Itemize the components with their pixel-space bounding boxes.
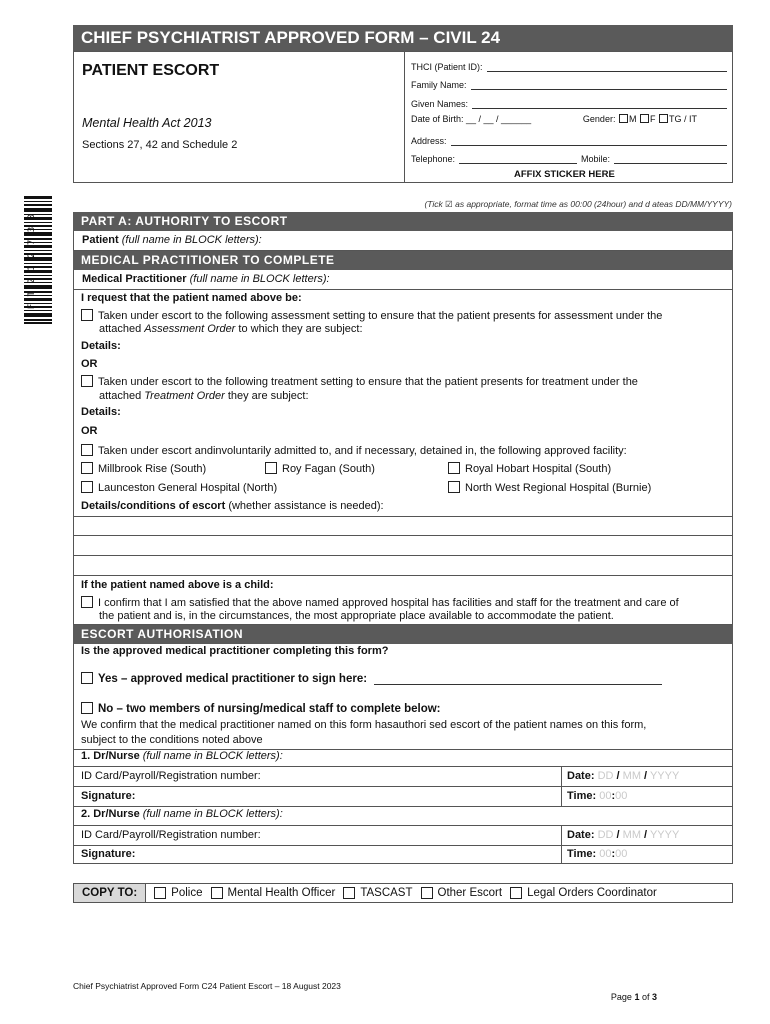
- option-treatment: [73, 375, 733, 388]
- copy-police[interactable]: [154, 887, 202, 899]
- form-title: CHIEF PSYCHIATRIST APPROVED FORM – CIVIL 24: [73, 25, 733, 51]
- tascast-label: TASCAST: [360, 887, 413, 899]
- practitioner-label: Medical Practitioner: [82, 273, 187, 285]
- escort-no: [73, 702, 733, 715]
- gender-m-checkbox[interactable]: [619, 114, 628, 123]
- facility-rhh[interactable]: [448, 462, 611, 475]
- nurse2-date[interactable]: [567, 829, 679, 841]
- confirm-a: We confirm that the medical practitioner named on this form hasauthori sed escort of the patient names on this form,: [81, 719, 647, 731]
- escort-yes: [73, 672, 733, 685]
- time-hh: 00: [599, 790, 612, 802]
- date-slash: /: [616, 770, 620, 782]
- option1-pre: attached: [99, 323, 145, 335]
- date-label: Date:: [567, 829, 595, 841]
- or-2: OR: [81, 425, 98, 437]
- nurse1-time[interactable]: [567, 790, 627, 802]
- or-1: OR: [81, 358, 98, 370]
- copy-mho[interactable]: [211, 887, 336, 899]
- gender-f-label: F: [649, 114, 656, 124]
- patient-name-row[interactable]: [73, 231, 733, 251]
- patient-label: Patient: [82, 234, 119, 246]
- nwrh-checkbox[interactable]: [448, 481, 460, 493]
- nurse2-id[interactable]: ID Card/Payroll/Registration number:: [81, 829, 261, 841]
- option2-post: they are subject:: [224, 390, 309, 402]
- footer-form-ref: Chief Psychiatrist Approved Form C24 Patient Escort – 18 August 2023: [73, 981, 341, 991]
- facility-millbrook[interactable]: [81, 462, 206, 475]
- address-field[interactable]: [411, 132, 727, 146]
- date-dd: DD: [597, 770, 614, 782]
- time-mm: 00: [615, 848, 628, 860]
- time-label: Time:: [567, 848, 597, 860]
- page-pre: Page: [610, 992, 635, 1002]
- date-slash: /: [644, 829, 648, 841]
- family-name-field[interactable]: [411, 76, 727, 90]
- date-slash: /: [616, 829, 620, 841]
- option2-pre: attached: [99, 390, 145, 402]
- date-slash: /: [644, 770, 648, 782]
- nurse2-signature[interactable]: Signature:: [81, 848, 136, 860]
- tascast-checkbox[interactable]: [343, 887, 355, 899]
- mho-checkbox[interactable]: [211, 887, 223, 899]
- page-number: [611, 992, 657, 1002]
- option2-order: Treatment Order: [144, 390, 225, 402]
- roy-fagan-label: Roy Fagan (South): [282, 463, 375, 475]
- yes-label: Yes – approved medical practitioner to sign here:: [98, 673, 368, 685]
- assessment-checkbox[interactable]: [81, 309, 93, 321]
- conditions-line-3[interactable]: [73, 556, 733, 576]
- nwrh-label: North West Regional Hospital (Burnie): [465, 482, 652, 494]
- facility-lgh[interactable]: [81, 481, 277, 494]
- mobile-label: Mobile:: [581, 154, 611, 164]
- given-names-label: Given Names:: [411, 99, 469, 109]
- gender-label: Gender:: [582, 114, 616, 124]
- date-mm: MM: [622, 770, 641, 782]
- nurse1-note: (full name in BLOCK letters):: [142, 750, 283, 762]
- child-heading: If the patient named above is a child:: [81, 579, 274, 591]
- nurse2-note: (full name in BLOCK letters):: [142, 808, 283, 820]
- copy-to-label: COPY TO:: [74, 884, 146, 902]
- copy-to-bar: [73, 883, 733, 903]
- millbrook-checkbox[interactable]: [81, 462, 93, 474]
- police-checkbox[interactable]: [154, 887, 166, 899]
- divider: [73, 806, 733, 807]
- details-2-label[interactable]: Details:: [81, 406, 121, 418]
- option2-text-a: Taken under escort to the following treatment setting to ensure that the patient presents for treatment under the: [98, 376, 638, 388]
- police-label: Police: [171, 887, 203, 899]
- lgh-checkbox[interactable]: [81, 481, 93, 493]
- request-heading: I request that the patient named above be:: [81, 292, 302, 304]
- conditions-line-1[interactable]: [73, 517, 733, 536]
- page-of: of: [639, 992, 652, 1002]
- child-text-a: I confirm that I am satisfied that the above named approved hospital has facilities and staff for the treatment and care of: [98, 597, 679, 609]
- option1-post: to which they are subject:: [235, 323, 363, 335]
- rhh-label: Royal Hobart Hospital (South): [465, 463, 612, 475]
- page-current: 1: [634, 992, 640, 1002]
- practitioner-name-row[interactable]: [73, 270, 733, 290]
- telephone-field[interactable]: [459, 154, 577, 164]
- roy-fagan-checkbox[interactable]: [265, 462, 277, 474]
- mho-label: Mental Health Officer: [227, 887, 336, 899]
- date-yyyy: YYYY: [649, 829, 680, 841]
- dob-gender-row: [411, 114, 727, 124]
- practitioner-note: (full name in BLOCK letters):: [189, 273, 330, 285]
- conditions-heading: [73, 500, 733, 512]
- confirm-b: subject to the conditions noted above: [81, 734, 263, 746]
- thci-field[interactable]: [411, 58, 727, 72]
- divider: [73, 786, 733, 787]
- treatment-checkbox[interactable]: [81, 375, 93, 387]
- part-a-heading: PART A: AUTHORITY TO ESCORT: [73, 212, 733, 231]
- time-colon: :: [611, 848, 616, 860]
- gender-m-label: M: [628, 114, 637, 124]
- conditions-line-2[interactable]: [73, 536, 733, 556]
- patient-note: (full name in BLOCK letters):: [121, 234, 262, 246]
- facility-nwrh[interactable]: [448, 481, 651, 494]
- practitioner-signature-line[interactable]: [374, 674, 662, 685]
- millbrook-label: Millbrook Rise (South): [98, 463, 207, 475]
- tick-instructions: (Tick ☑ as appropriate, format time as 00:00 (24hour) and d ateas DD/MM/YYYY): [424, 199, 732, 209]
- escort-question: Is the approved medical practitioner completing this form?: [81, 645, 389, 657]
- date-mm: MM: [622, 829, 641, 841]
- copy-other-escort[interactable]: [421, 887, 503, 899]
- medical-heading: MEDICAL PRACTITIONER TO COMPLETE: [73, 251, 733, 270]
- legal-orders-checkbox[interactable]: [510, 887, 522, 899]
- option3-text: Taken under escort andinvoluntarily admitted to, and if necessary, detained in, the following approved facility:: [98, 445, 627, 457]
- date-dd: DD: [597, 829, 614, 841]
- affix-sticker: AFFIX STICKER HERE: [514, 169, 615, 180]
- option2-line2: [73, 390, 733, 402]
- option1-text-a: Taken under escort to the following assessment setting to ensure that the patient presents for assessment under the: [98, 310, 663, 322]
- nurse1-signature[interactable]: Signature:: [81, 790, 136, 802]
- no-label: No – two members of nursing/medical staff to complete below:: [98, 703, 441, 715]
- copy-legal-orders[interactable]: [510, 887, 657, 899]
- date-yyyy: YYYY: [649, 770, 680, 782]
- page-total: 3: [651, 992, 657, 1002]
- yes-checkbox[interactable]: [81, 672, 93, 684]
- address-label: Address:: [411, 136, 447, 146]
- option1-line2: [73, 323, 733, 335]
- copy-tascast[interactable]: [343, 887, 412, 899]
- nurse1-id[interactable]: ID Card/Payroll/Registration number:: [81, 770, 261, 782]
- child-checkbox[interactable]: [81, 596, 93, 608]
- child-text-b: the patient and is, in the circumstances, the most appropriate place available to accommodate the patient.: [99, 610, 614, 622]
- nurse2-name-row[interactable]: [73, 808, 733, 820]
- rhh-checkbox[interactable]: [448, 462, 460, 474]
- divider: [73, 766, 733, 767]
- legal-orders-label: Legal Orders Coordinator: [527, 887, 657, 899]
- option-admit: [73, 444, 733, 457]
- escort-heading: ESCORT AUTHORISATION: [73, 625, 733, 644]
- header-left: [74, 52, 405, 182]
- act-name: Mental Health Act 2013: [82, 116, 212, 130]
- nurse2-label: 2. Dr/Nurse: [81, 808, 140, 820]
- time-hh: 00: [599, 848, 612, 860]
- conditions-note: (whether assistance is needed):: [228, 500, 384, 512]
- telephone-label: Telephone:: [411, 154, 456, 164]
- form-name: PATIENT ESCORT: [82, 62, 220, 79]
- details-1-label[interactable]: Details:: [81, 340, 121, 352]
- facility-roy-fagan[interactable]: [265, 462, 375, 475]
- child-confirm: [73, 596, 733, 609]
- other-escort-label: Other Escort: [437, 887, 503, 899]
- act-sections: Sections 27, 42 and Schedule 2: [82, 139, 238, 151]
- gender-tg-label: TG / IT: [669, 114, 697, 124]
- other-escort-checkbox[interactable]: [421, 887, 433, 899]
- given-names-field[interactable]: [411, 95, 727, 109]
- no-checkbox[interactable]: [81, 702, 93, 714]
- dob-field[interactable]: Date of Birth: __ / __ / ______: [411, 114, 532, 124]
- thci-label: THCI (Patient ID):: [411, 62, 483, 72]
- admit-checkbox[interactable]: [81, 444, 93, 456]
- nurse1-name-row[interactable]: [73, 750, 733, 762]
- nurse1-date[interactable]: [567, 770, 679, 782]
- divider: [73, 825, 733, 826]
- time-colon: :: [611, 790, 616, 802]
- gender-tg-checkbox[interactable]: [659, 114, 668, 123]
- family-name-label: Family Name:: [411, 80, 467, 90]
- date-label: Date:: [567, 770, 595, 782]
- option1-order: Assessment Order: [144, 323, 236, 335]
- lgh-label: Launceston General Hospital (North): [98, 482, 278, 494]
- time-label: Time:: [567, 790, 597, 802]
- gender-f-checkbox[interactable]: [640, 114, 649, 123]
- divider: [73, 845, 733, 846]
- mobile-field[interactable]: [614, 154, 727, 164]
- barcode-number: F T 2 1 2 7 3 0: [27, 213, 37, 310]
- option-assessment: [73, 309, 733, 322]
- header-box: [73, 51, 733, 183]
- gender-field: [583, 114, 697, 124]
- phone-row: [411, 150, 727, 164]
- nurse1-label: 1. Dr/Nurse: [81, 750, 140, 762]
- nurse2-time[interactable]: [567, 848, 627, 860]
- conditions-label: Details/conditions of escort: [81, 500, 226, 512]
- time-mm: 00: [615, 790, 628, 802]
